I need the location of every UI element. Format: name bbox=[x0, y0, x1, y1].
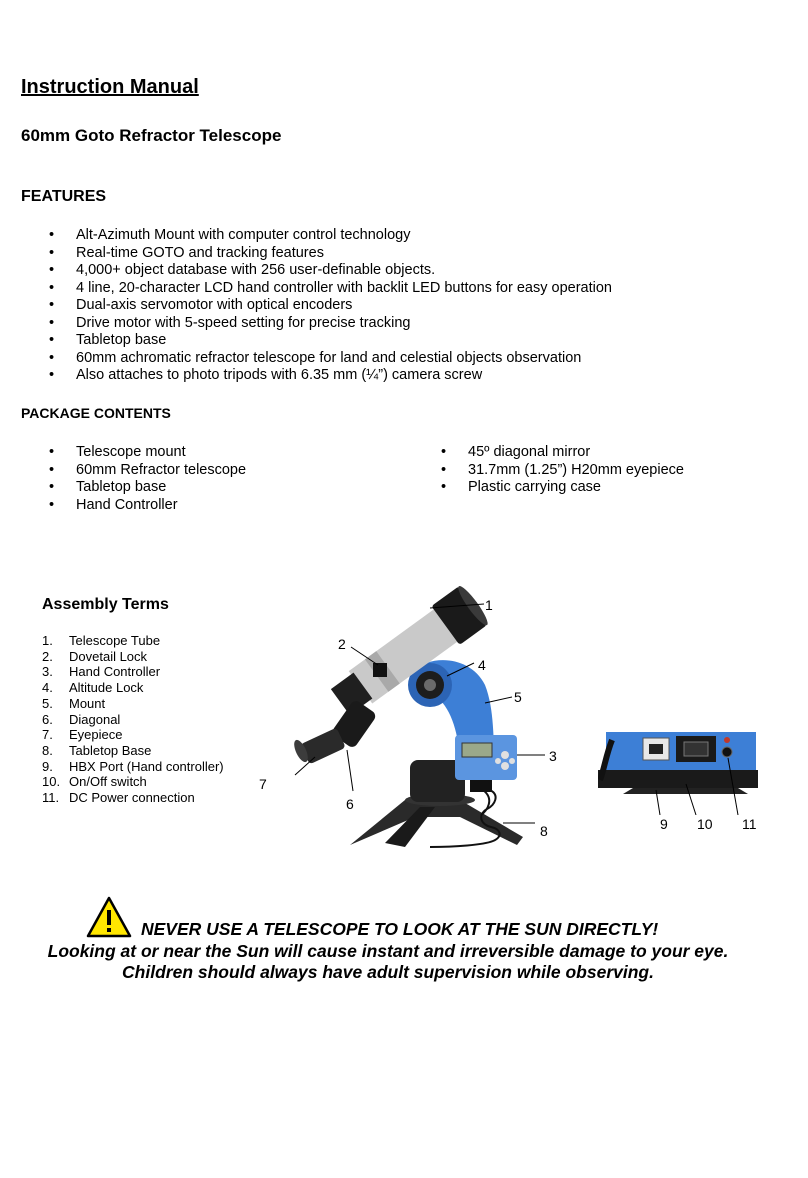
features-list bbox=[49, 227, 612, 385]
callout-label: 9 bbox=[660, 816, 668, 832]
callout-label: 7 bbox=[259, 776, 267, 792]
warning-text: Children should always have adult supervision while observing. bbox=[122, 962, 654, 982]
item-label: On/Off switch bbox=[69, 774, 147, 790]
list-item: • Tabletop base bbox=[49, 332, 612, 350]
list-item: • Plastic carrying case bbox=[441, 479, 684, 497]
list-item: • Hand Controller bbox=[49, 497, 246, 515]
list-item bbox=[42, 743, 224, 759]
list-item: • Also attaches to photo tripods with 6.35 mm (¼”) camera screw bbox=[49, 367, 612, 385]
eyepiece bbox=[291, 728, 345, 765]
assembly-terms-title: Assembly Terms bbox=[42, 596, 169, 613]
list-item bbox=[42, 664, 224, 680]
list-item bbox=[42, 680, 224, 696]
item-label: Tabletop Base bbox=[69, 742, 152, 758]
list-item bbox=[42, 759, 224, 775]
item-number: 10. bbox=[42, 774, 61, 790]
list-item bbox=[42, 696, 224, 712]
product-title: 60mm Goto Refractor Telescope bbox=[21, 126, 282, 145]
item-number: 6. bbox=[42, 711, 53, 727]
callout-label: 1 bbox=[485, 597, 493, 613]
item-number: 4. bbox=[42, 680, 53, 696]
manual-title: Instruction Manual bbox=[21, 76, 199, 98]
list-item bbox=[42, 712, 224, 728]
item-label: Telescope Tube bbox=[69, 633, 161, 648]
callout-label: 11 bbox=[742, 816, 757, 832]
item-label: Altitude Lock bbox=[69, 680, 144, 696]
item-label: Hand Controller bbox=[69, 664, 161, 680]
item-number: 3. bbox=[42, 664, 53, 680]
features-heading: FEATURES bbox=[21, 188, 107, 205]
list-item bbox=[42, 649, 224, 665]
item-number: 1. bbox=[42, 633, 53, 648]
item-label: HBX Port (Hand controller) bbox=[69, 758, 224, 774]
item-label: Mount bbox=[69, 695, 106, 711]
list-item bbox=[42, 790, 224, 806]
callout-label: 10 bbox=[697, 816, 713, 832]
callout-label: 2 bbox=[338, 636, 346, 652]
list-item: • Alt-Azimuth Mount with computer control technology bbox=[49, 227, 612, 245]
assembly-terms-list bbox=[42, 633, 224, 806]
callout-label: 8 bbox=[540, 823, 548, 839]
package-list-right bbox=[441, 444, 684, 497]
list-item: • Drive motor with 5-speed setting for precise tracking bbox=[49, 315, 612, 333]
item-number: 9. bbox=[42, 758, 53, 774]
callout-label: 4 bbox=[478, 657, 486, 673]
warning-headline: NEVER USE A TELESCOPE TO LOOK AT THE SUN DIRECTLY! bbox=[141, 919, 659, 939]
callout-label: 3 bbox=[549, 748, 557, 764]
list-item bbox=[42, 727, 224, 743]
list-item: • 45º diagonal mirror bbox=[441, 444, 684, 462]
dovetail-lock bbox=[373, 663, 387, 677]
item-label: Diagonal bbox=[69, 711, 121, 727]
ports-detail-illustration bbox=[598, 730, 758, 815]
item-number: 8. bbox=[42, 742, 53, 758]
list-item bbox=[42, 633, 224, 649]
telescope-illustration bbox=[255, 585, 555, 850]
list-item: • 4 line, 20-character LCD hand controller with backlit LED buttons for easy operation bbox=[49, 280, 612, 298]
package-list-left bbox=[49, 444, 246, 514]
warning-triangle-icon bbox=[86, 896, 132, 938]
callout-label: 6 bbox=[346, 796, 354, 812]
list-item: • 60mm achromatic refractor telescope for land and celestial objects observation bbox=[49, 350, 612, 368]
list-item: • Dual-axis servomotor with optical encoders bbox=[49, 297, 612, 315]
item-label: Dovetail Lock bbox=[69, 648, 148, 664]
item-number: 5. bbox=[42, 695, 53, 711]
list-item bbox=[42, 774, 224, 790]
list-item: • 60mm Refractor telescope bbox=[49, 462, 246, 480]
item-number: 11. bbox=[42, 790, 60, 806]
dc-power-port bbox=[722, 747, 732, 757]
item-number: 2. bbox=[42, 648, 53, 664]
list-item: • Tabletop base bbox=[49, 479, 246, 497]
list-item: • Real-time GOTO and tracking features bbox=[49, 245, 612, 263]
package-contents-heading: PACKAGE CONTENTS bbox=[21, 405, 171, 421]
warning-text: Looking at or near the Sun will cause instant and irreversible damage to your eye. bbox=[47, 941, 729, 961]
list-item: • Telescope mount bbox=[49, 444, 246, 462]
callout-label: 5 bbox=[514, 689, 522, 705]
item-label: Eyepiece bbox=[69, 727, 123, 743]
item-label: DC Power connection bbox=[69, 790, 195, 806]
item-number: 7. bbox=[42, 727, 53, 743]
list-item: • 4,000+ object database with 256 user-definable objects. bbox=[49, 262, 612, 280]
list-item: • 31.7mm (1.25”) H20mm eyepiece bbox=[441, 462, 684, 480]
